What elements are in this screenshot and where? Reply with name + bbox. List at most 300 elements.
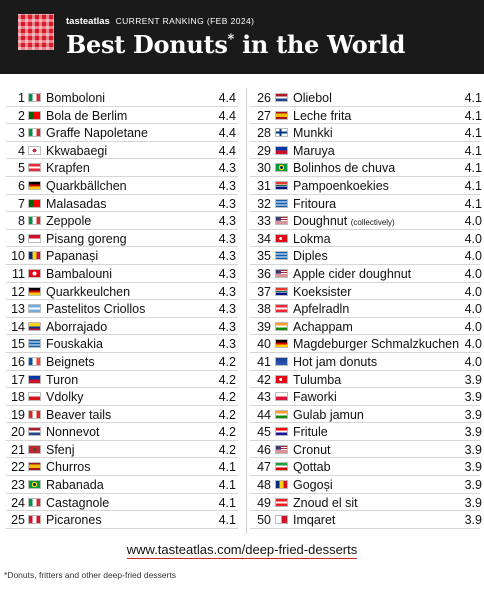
rank-number: 38 bbox=[257, 302, 271, 317]
rank-number: 19 bbox=[11, 407, 25, 422]
rating-score: 4.1 bbox=[464, 196, 482, 211]
ranking-row bbox=[6, 107, 238, 125]
dish-name-text: Fritoura bbox=[293, 196, 337, 211]
rank-number: 50 bbox=[257, 513, 271, 528]
dish-name bbox=[293, 425, 328, 439]
rating-score: 4.3 bbox=[218, 196, 236, 211]
header-banner bbox=[0, 0, 484, 74]
dish-name-text: Magdeburger Schmalzkuchen bbox=[293, 337, 460, 352]
rating-score: 4.1 bbox=[464, 108, 482, 123]
rank-number: 35 bbox=[257, 249, 271, 264]
dish-name-text: Imqaret bbox=[293, 513, 336, 528]
source-link[interactable] bbox=[0, 542, 484, 557]
dish-name bbox=[293, 267, 411, 281]
rating-score: 4.2 bbox=[218, 354, 236, 369]
ranking-row bbox=[250, 406, 480, 424]
dish-name bbox=[293, 478, 333, 492]
ranking-row bbox=[6, 476, 238, 494]
ranking-row bbox=[6, 406, 238, 424]
rating-score: 3.9 bbox=[464, 478, 482, 493]
rating-score: 4.1 bbox=[464, 126, 482, 141]
dish-name-text: Lokma bbox=[293, 231, 331, 246]
dish-name bbox=[46, 197, 106, 211]
dish-name-text: Qottab bbox=[293, 460, 331, 475]
dish-name-text: Graffe Napoletane bbox=[46, 126, 148, 141]
ranking-row bbox=[6, 458, 238, 476]
rank-number: 30 bbox=[257, 161, 271, 176]
dish-name-text: Castagnole bbox=[46, 495, 110, 510]
dish-name bbox=[46, 91, 105, 105]
dish-name-text: Diples bbox=[293, 249, 328, 264]
dish-name-text: Papanași bbox=[46, 249, 99, 264]
rank-number: 4 bbox=[18, 143, 25, 158]
country-flag-icon bbox=[275, 111, 288, 120]
dish-name bbox=[293, 126, 333, 140]
country-flag-icon bbox=[28, 163, 41, 172]
dish-name-text: Krapfen bbox=[46, 161, 90, 176]
rank-number: 9 bbox=[18, 231, 25, 246]
rank-number: 7 bbox=[18, 196, 25, 211]
rating-score: 4.0 bbox=[464, 354, 482, 369]
rating-score: 4.2 bbox=[218, 425, 236, 440]
country-flag-icon bbox=[275, 304, 288, 313]
column-divider bbox=[246, 88, 247, 534]
rating-score: 3.9 bbox=[464, 425, 482, 440]
rating-score: 4.1 bbox=[218, 460, 236, 475]
rank-number: 23 bbox=[11, 478, 25, 493]
country-flag-icon bbox=[28, 199, 41, 208]
dish-name bbox=[46, 373, 78, 387]
dish-name-text: Bola de Berlim bbox=[46, 108, 128, 123]
dish-name bbox=[293, 443, 331, 457]
rating-score: 3.9 bbox=[464, 460, 482, 475]
rank-number: 43 bbox=[257, 390, 271, 405]
dish-name bbox=[46, 408, 111, 422]
ranking-row bbox=[250, 107, 480, 125]
rank-number: 8 bbox=[18, 214, 25, 229]
dish-name bbox=[293, 197, 336, 211]
dish-name bbox=[293, 91, 332, 105]
ranking-row bbox=[250, 230, 480, 248]
dish-name-text: Tulumba bbox=[293, 372, 342, 387]
rank-number: 40 bbox=[257, 337, 271, 352]
country-flag-icon bbox=[275, 181, 288, 190]
country-flag-icon bbox=[28, 216, 41, 225]
rank-number: 42 bbox=[257, 372, 271, 387]
ranking-row bbox=[250, 511, 480, 529]
country-flag-icon bbox=[28, 111, 41, 120]
dish-name-text: Apple cider doughnut bbox=[293, 266, 412, 281]
country-flag-icon bbox=[28, 375, 41, 384]
rank-number: 33 bbox=[257, 214, 271, 229]
dish-name-text: Gulab jamun bbox=[293, 407, 364, 422]
dish-name bbox=[293, 161, 395, 175]
rank-number: 29 bbox=[257, 143, 271, 158]
dish-name bbox=[46, 232, 127, 246]
rank-number: 31 bbox=[257, 178, 271, 193]
rating-score: 4.3 bbox=[218, 231, 236, 246]
dish-name-text: Znoud el sit bbox=[293, 495, 358, 510]
brand-name: tasteatlas bbox=[66, 16, 110, 27]
rating-score: 4.3 bbox=[218, 337, 236, 352]
ranking-row bbox=[6, 511, 238, 529]
dish-name-text: Beaver tails bbox=[46, 407, 112, 422]
country-flag-icon bbox=[275, 480, 288, 489]
rating-score: 3.9 bbox=[464, 372, 482, 387]
rating-score: 4.4 bbox=[218, 108, 236, 123]
ranking-row bbox=[250, 371, 480, 389]
rank-number: 10 bbox=[11, 249, 25, 264]
rating-score: 4.4 bbox=[218, 143, 236, 158]
country-flag-icon bbox=[275, 146, 288, 155]
dish-note: (collectively) bbox=[350, 218, 395, 228]
ranking-row bbox=[6, 142, 238, 160]
rank-number: 48 bbox=[257, 478, 271, 493]
rank-number: 13 bbox=[11, 302, 25, 317]
dish-name-text: Quarkkeulchen bbox=[46, 284, 131, 299]
dish-name bbox=[46, 443, 75, 457]
country-flag-icon bbox=[28, 357, 41, 366]
country-flag-icon bbox=[28, 410, 41, 419]
dish-name bbox=[46, 267, 112, 281]
dish-name-text: Turon bbox=[46, 372, 79, 387]
title-footnote-mark: * bbox=[227, 32, 235, 47]
dish-name-text: Picarones bbox=[46, 513, 102, 528]
dish-name-text: Bolinhos de chuva bbox=[293, 161, 396, 176]
page-title bbox=[66, 30, 405, 59]
ranking-row bbox=[6, 265, 238, 283]
country-flag-icon bbox=[28, 287, 41, 296]
ranking-row bbox=[250, 247, 480, 265]
dish-name-text: Koeksister bbox=[293, 284, 352, 299]
rank-number: 46 bbox=[257, 442, 271, 457]
rating-score: 4.1 bbox=[218, 513, 236, 528]
ranking-row bbox=[6, 159, 238, 177]
dish-name bbox=[46, 390, 84, 404]
ranking-row bbox=[250, 494, 480, 512]
dish-name-text: Achappam bbox=[293, 319, 353, 334]
title-main: Best Donuts bbox=[66, 30, 228, 59]
rank-number: 20 bbox=[11, 425, 25, 440]
country-flag-icon bbox=[275, 128, 288, 137]
country-flag-icon bbox=[28, 339, 41, 348]
dish-name bbox=[293, 408, 364, 422]
rating-score: 4.4 bbox=[218, 126, 236, 141]
rank-number: 22 bbox=[11, 460, 25, 475]
dish-name bbox=[46, 425, 100, 439]
ranking-row bbox=[250, 441, 480, 459]
rating-score: 3.9 bbox=[464, 495, 482, 510]
country-flag-icon bbox=[28, 251, 41, 260]
ranking-row bbox=[6, 300, 238, 318]
ranking-row bbox=[250, 476, 480, 494]
dish-name-text: Fouskakia bbox=[46, 337, 103, 352]
country-flag-icon bbox=[28, 234, 41, 243]
rating-score: 4.1 bbox=[464, 91, 482, 105]
dish-name bbox=[293, 109, 351, 123]
dish-name-text: Beignets bbox=[46, 354, 95, 369]
dish-name-text: Oliebol bbox=[293, 91, 332, 105]
rating-score: 4.4 bbox=[218, 91, 236, 105]
dish-name bbox=[46, 302, 145, 316]
rank-number: 36 bbox=[257, 266, 271, 281]
dish-name bbox=[293, 355, 377, 369]
dish-name-text: Fritule bbox=[293, 425, 328, 440]
dish-name bbox=[46, 214, 91, 228]
country-flag-icon bbox=[275, 234, 288, 243]
country-flag-icon bbox=[275, 462, 288, 471]
dish-name-text: Churros bbox=[46, 460, 91, 475]
ranking-row bbox=[250, 265, 480, 283]
ranking-row bbox=[250, 212, 480, 230]
dish-name-text: Munkki bbox=[293, 126, 333, 141]
rank-number: 16 bbox=[11, 354, 25, 369]
dish-name bbox=[46, 126, 148, 140]
dish-name bbox=[293, 337, 459, 351]
rating-score: 4.1 bbox=[218, 478, 236, 493]
rank-number: 41 bbox=[257, 354, 271, 369]
dish-name-text: Kkwabaegi bbox=[46, 143, 108, 158]
ranking-list-right bbox=[250, 89, 480, 529]
dish-name bbox=[46, 161, 90, 175]
tasteatlas-logo-icon bbox=[18, 14, 54, 50]
dish-name-text: Nonnevot bbox=[46, 425, 100, 440]
dish-name-text: Gogoși bbox=[293, 478, 333, 493]
dish-name-text: Faworki bbox=[293, 390, 337, 405]
ranking-row bbox=[6, 247, 238, 265]
brand-line bbox=[66, 16, 254, 27]
dish-name-text: Rabanada bbox=[46, 478, 104, 493]
ranking-row bbox=[250, 195, 480, 213]
rating-score: 4.3 bbox=[218, 302, 236, 317]
rank-number: 5 bbox=[18, 161, 25, 176]
rating-score: 4.0 bbox=[464, 284, 482, 299]
dish-name bbox=[293, 302, 349, 316]
ranking-row bbox=[6, 283, 238, 301]
dish-name bbox=[46, 285, 130, 299]
rank-number: 17 bbox=[11, 372, 25, 387]
rank-number: 15 bbox=[11, 337, 25, 352]
country-flag-icon bbox=[275, 199, 288, 208]
dish-name bbox=[46, 496, 109, 510]
rank-number: 3 bbox=[18, 126, 25, 141]
dish-name bbox=[46, 109, 127, 123]
rating-score: 4.2 bbox=[218, 407, 236, 422]
rating-score: 4.3 bbox=[218, 161, 236, 176]
country-flag-icon bbox=[275, 163, 288, 172]
dish-name-text: Pisang goreng bbox=[46, 231, 127, 246]
rating-score: 4.0 bbox=[464, 249, 482, 264]
rank-number: 24 bbox=[11, 495, 25, 510]
country-flag-icon bbox=[28, 427, 41, 436]
dish-name-text: Hot jam donuts bbox=[293, 354, 378, 369]
country-flag-icon bbox=[275, 93, 288, 102]
dish-name bbox=[293, 144, 335, 158]
rank-number: 12 bbox=[11, 284, 25, 299]
dish-name-text: Aborrajado bbox=[46, 319, 108, 334]
rating-score: 4.3 bbox=[218, 214, 236, 229]
source-url-text[interactable]: www.tasteatlas.com/deep-fried-desserts bbox=[126, 542, 358, 557]
ranking-row bbox=[6, 441, 238, 459]
dish-name bbox=[293, 373, 341, 387]
dish-name bbox=[293, 390, 337, 404]
dish-name-text: Doughnut bbox=[293, 214, 348, 229]
country-flag-icon bbox=[28, 146, 41, 155]
country-flag-icon bbox=[275, 322, 288, 331]
rank-number: 11 bbox=[12, 266, 25, 281]
dish-name-text: Cronut bbox=[293, 442, 331, 457]
rating-score: 4.0 bbox=[464, 231, 482, 246]
dish-name-text: Quarkbällchen bbox=[46, 178, 127, 193]
footnote: *Donuts, fritters and other deep-fried desserts bbox=[4, 570, 176, 580]
rating-score: 4.3 bbox=[218, 266, 236, 281]
rating-score: 3.9 bbox=[464, 390, 482, 405]
rating-score: 3.9 bbox=[464, 442, 482, 457]
ranking-row bbox=[250, 177, 480, 195]
ranking-row bbox=[250, 353, 480, 371]
country-flag-icon bbox=[275, 515, 288, 524]
rank-number: 2 bbox=[18, 108, 25, 123]
ranking-label: CURRENT RANKING (FEB 2024) bbox=[115, 16, 255, 26]
ranking-row bbox=[6, 195, 238, 213]
dish-name-text: Maruya bbox=[293, 143, 335, 158]
rating-score: 4.0 bbox=[464, 337, 482, 352]
ranking-row bbox=[250, 423, 480, 441]
rank-number: 14 bbox=[11, 319, 25, 334]
country-flag-icon bbox=[28, 462, 41, 471]
country-flag-icon bbox=[28, 480, 41, 489]
country-flag-icon bbox=[275, 269, 288, 278]
dish-name bbox=[293, 460, 331, 474]
rank-number: 28 bbox=[257, 126, 271, 141]
rank-number: 47 bbox=[257, 460, 271, 475]
rank-number: 45 bbox=[257, 425, 271, 440]
ranking-row bbox=[250, 124, 480, 142]
title-suffix: in the World bbox=[234, 30, 406, 59]
rank-number: 27 bbox=[257, 108, 271, 123]
ranking-row bbox=[250, 458, 480, 476]
rating-score: 3.9 bbox=[464, 407, 482, 422]
ranking-row bbox=[250, 335, 480, 353]
ranking-row bbox=[250, 318, 480, 336]
country-flag-icon bbox=[28, 304, 41, 313]
country-flag-icon bbox=[275, 287, 288, 296]
rank-number: 32 bbox=[257, 196, 271, 211]
rating-score: 4.1 bbox=[464, 178, 482, 193]
country-flag-icon bbox=[275, 339, 288, 348]
rank-number: 21 bbox=[11, 442, 25, 457]
dish-name-text: Pastelitos Criollos bbox=[46, 302, 146, 317]
dish-name-text: Malasadas bbox=[46, 196, 107, 211]
rating-score: 4.3 bbox=[218, 319, 236, 334]
ranking-row bbox=[6, 124, 238, 142]
country-flag-icon bbox=[275, 427, 288, 436]
ranking-row bbox=[6, 230, 238, 248]
dish-name-text: Bomboloni bbox=[46, 91, 106, 105]
rank-number: 49 bbox=[257, 495, 271, 510]
dish-name-text: Bambalouni bbox=[46, 266, 113, 281]
country-flag-icon bbox=[28, 498, 41, 507]
country-flag-icon bbox=[275, 357, 288, 366]
dish-name bbox=[293, 214, 395, 228]
rating-score: 3.9 bbox=[464, 513, 482, 528]
country-flag-icon bbox=[28, 269, 41, 278]
dish-name bbox=[293, 179, 389, 193]
rating-score: 4.3 bbox=[218, 284, 236, 299]
dish-name bbox=[46, 478, 104, 492]
ranking-row bbox=[6, 494, 238, 512]
ranking-row bbox=[6, 353, 238, 371]
dish-name bbox=[293, 513, 335, 527]
country-flag-icon bbox=[28, 392, 41, 401]
country-flag-icon bbox=[28, 93, 41, 102]
ranking-row bbox=[250, 283, 480, 301]
country-flag-icon bbox=[28, 128, 41, 137]
rating-score: 4.0 bbox=[464, 319, 482, 334]
rating-score: 4.3 bbox=[218, 249, 236, 264]
ranking-row bbox=[250, 142, 480, 160]
rating-score: 4.0 bbox=[464, 302, 482, 317]
dish-name bbox=[46, 460, 90, 474]
country-flag-icon bbox=[275, 498, 288, 507]
rating-score: 4.1 bbox=[218, 495, 236, 510]
dish-name bbox=[293, 249, 328, 263]
ranking-row bbox=[6, 89, 238, 107]
rating-score: 4.2 bbox=[218, 390, 236, 405]
rating-score: 4.1 bbox=[464, 161, 482, 176]
dish-name bbox=[293, 285, 351, 299]
country-flag-icon bbox=[28, 445, 41, 454]
dish-name bbox=[293, 232, 331, 246]
dish-name-text: Sfenj bbox=[46, 442, 75, 457]
country-flag-icon bbox=[275, 392, 288, 401]
country-flag-icon bbox=[28, 322, 41, 331]
rating-score: 4.0 bbox=[464, 214, 482, 229]
dish-name-text: Leche frita bbox=[293, 108, 352, 123]
dish-name-text: Vdolky bbox=[46, 390, 84, 405]
rank-number: 18 bbox=[11, 390, 25, 405]
ranking-list-left bbox=[6, 89, 238, 529]
rating-score: 4.2 bbox=[218, 372, 236, 387]
ranking-row bbox=[250, 300, 480, 318]
country-flag-icon bbox=[275, 375, 288, 384]
ranking-row bbox=[6, 177, 238, 195]
rating-score: 4.2 bbox=[218, 442, 236, 457]
rank-number: 37 bbox=[257, 284, 271, 299]
rank-number: 6 bbox=[18, 178, 25, 193]
country-flag-icon bbox=[28, 515, 41, 524]
rank-number: 1 bbox=[18, 91, 25, 105]
country-flag-icon bbox=[275, 445, 288, 454]
rank-number: 34 bbox=[257, 231, 271, 246]
dish-name bbox=[293, 496, 358, 510]
ranking-row bbox=[6, 212, 238, 230]
rank-number: 39 bbox=[257, 319, 271, 334]
country-flag-icon bbox=[275, 410, 288, 419]
ranking-row bbox=[250, 89, 480, 107]
rank-number: 25 bbox=[11, 513, 25, 528]
ranking-row bbox=[250, 159, 480, 177]
dish-name bbox=[46, 513, 102, 527]
ranking-row bbox=[6, 371, 238, 389]
rank-number: 26 bbox=[257, 91, 271, 105]
dish-name bbox=[46, 355, 95, 369]
country-flag-icon bbox=[275, 251, 288, 260]
dish-name-text: Apfelradln bbox=[293, 302, 350, 317]
rating-score: 4.1 bbox=[464, 143, 482, 158]
country-flag-icon bbox=[28, 181, 41, 190]
dish-name bbox=[46, 337, 103, 351]
